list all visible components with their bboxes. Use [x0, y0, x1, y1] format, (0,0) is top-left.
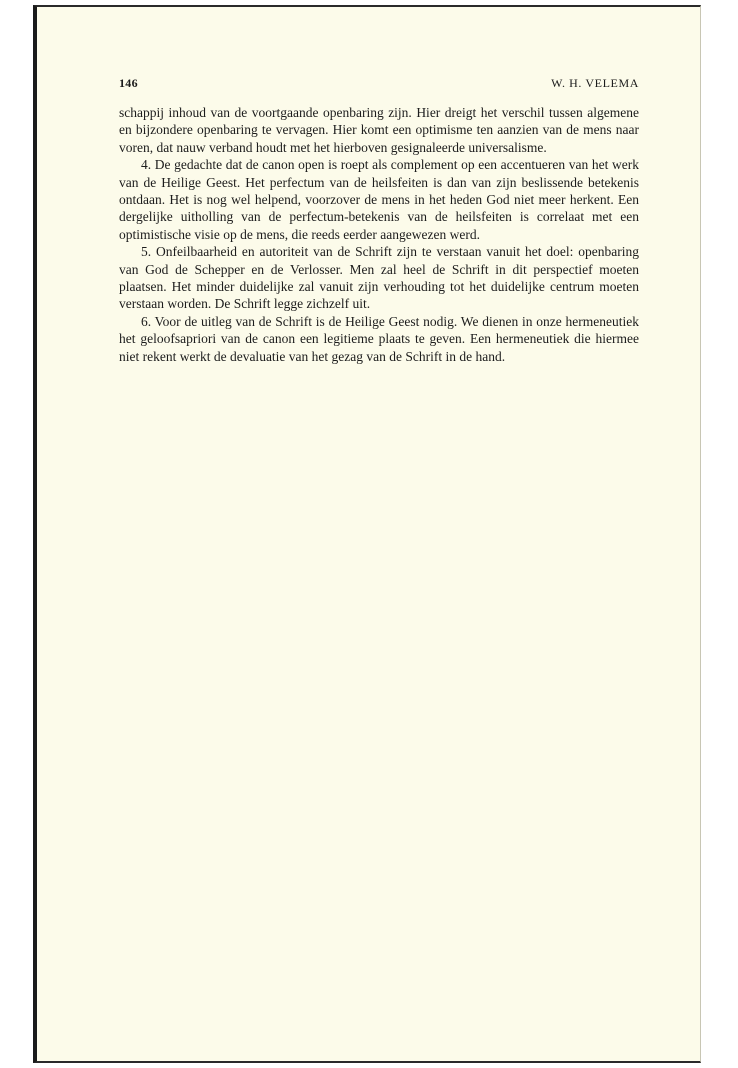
body-text — [119, 104, 639, 365]
page-header — [119, 76, 639, 92]
paragraph-point-4: 4. De gedachte dat de canon open is roept als complement op een accentueren van het werk van de Heilige Geest. Het perfectum van de heilsfeiten is dan van zijn beslissende betekenis ontdaan. Het is nog wel helpend, voorzover de mens in het heden God niet meer herkent. Een dergelijke uitholling van de perfectum-betekenis van de heilsfeiten is correlaat met een optimistische visie op de mens, die reeds eerder aangewezen werd. — [119, 157, 639, 242]
paragraph-continued: schappij inhoud van de voortgaande openbaring zijn. Hier dreigt het verschil tussen algemene en bijzondere openbaring te vervagen. Hier komt een optimisme ten aanzien van de mens naar voren, dat nauw verband houdt met het hierboven gesignaleerde universalisme. — [119, 105, 639, 155]
paragraph-point-6: 6. Voor de uitleg van de Schrift is de Heilige Geest nodig. We dienen in onze hermeneutiek het geloofsapriori van de canon een legitieme plaats te geven. Een hermeneutiek die hiermee niet rekent werkt de devaluatie van het gezag van de Schrift in de hand. — [119, 313, 639, 364]
page-number: 146 — [119, 76, 138, 90]
running-head-author: W. H. VELEMA — [551, 76, 639, 90]
paragraph-point-5: 5. Onfeilbaarheid en autoriteit van de Schrift zijn te verstaan vanuit het doel: openbaring van God de Schepper en de Verlosser. Men zal heel de Schrift in dit perspectief moeten plaatsen. Het minder duidelijke zal vanuit zijn verhouding tot het duidelijke centrum moeten verstaan worden. De Schrift legge zichzelf uit. — [119, 244, 639, 312]
